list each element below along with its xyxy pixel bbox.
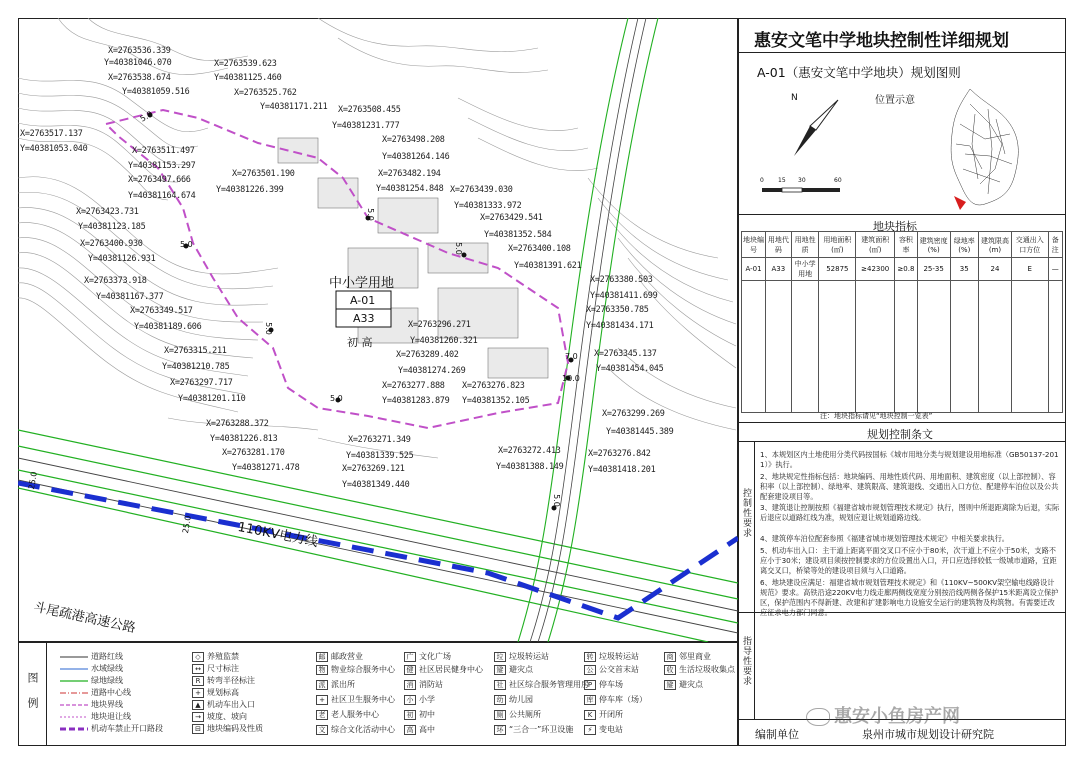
column-header: 备注 — [1048, 232, 1062, 258]
coordinate: Y=40381271.478 — [232, 463, 300, 473]
location-label: 位置示意 — [875, 95, 915, 106]
indicator-table — [741, 231, 1063, 413]
legend-item: 派 派出所 — [316, 679, 355, 690]
coordinate: X=2763511.497 — [132, 146, 195, 156]
legend-item: 文 综合文化活动中心 — [316, 724, 395, 735]
parking-icon: P — [584, 680, 596, 690]
coordinate: Y=40381125.460 — [214, 73, 282, 83]
coordinate: Y=40381046.070 — [104, 58, 172, 68]
legend-item: ◇ 养殖监禁 — [192, 651, 239, 662]
legend-item: 高 高中 — [404, 724, 435, 735]
property-service-icon: 物 — [316, 665, 328, 675]
rules-heading: 规划控制条文 — [867, 428, 933, 441]
table-cell: 25-35 — [917, 258, 950, 281]
guidance-requirement-label: 指导性要求 — [741, 636, 751, 686]
column-header: 建筑限高(m) — [978, 232, 1011, 258]
elevation-icon: + — [192, 688, 204, 698]
table-cell: 24 — [978, 258, 1011, 281]
garage-icon: 库 — [584, 695, 596, 705]
garbage-icon: 垃 — [494, 652, 506, 662]
legend-item: 老 老人服务中心 — [316, 709, 379, 720]
rule-paragraph: 5、机动车出入口：主干道上距离平面交叉口不应小于80米，次干道上不应小于50米，支路不应小于30米；建设项目须按控制要求的方位设置出入口，开口应选择较低一级城市道路，宜距离交叉口，桥梁等处的建设项目须与入口道路。 — [760, 546, 1057, 575]
legend-item: 幼 幼儿园 — [494, 694, 533, 705]
parcel-code: A-01 — [350, 294, 376, 307]
legend-item: P 停车场 — [584, 679, 623, 690]
title-divider — [738, 52, 1066, 53]
indicators-top-rule — [738, 214, 1066, 215]
coordinate: Y=40381153.297 — [128, 161, 196, 171]
table-cell: A-01 — [742, 258, 766, 281]
coordinate: X=2763539.623 — [214, 59, 277, 69]
shelter-icon: 避 — [494, 665, 506, 675]
shelter-point-icon: 避 — [664, 680, 676, 690]
coordinate: X=2763400.930 — [80, 239, 143, 249]
scale-tick: 60 — [834, 177, 842, 184]
setback-label: 10.0 — [562, 374, 580, 383]
table-cell: 中小学用地 — [791, 258, 819, 281]
legend-item: 社 社区综合服务管理用房 — [494, 679, 589, 690]
legend-item: ⊟ 地块编码及性质 — [192, 723, 263, 734]
scale-bar — [762, 186, 842, 194]
coordinate: X=2763276.823 — [462, 381, 525, 391]
community-icon: 社 — [494, 680, 506, 690]
column-header: 用地性质 — [791, 232, 819, 258]
coordinate: Y=40381418.201 — [588, 465, 656, 475]
switch-station-icon: K — [584, 710, 596, 720]
plaza-icon: 广 — [404, 652, 416, 662]
legend-divider — [46, 642, 47, 746]
table-cell: E — [1011, 258, 1048, 281]
legend-item: 环 “三合一”环卫设施 — [494, 724, 573, 735]
table-cell: ≥0.8 — [895, 258, 918, 281]
dimension-icon: ↔ — [192, 664, 204, 674]
indicators-note: 注：地块指标请见“地块控制一览表” — [820, 412, 933, 420]
coordinate: Y=40381164.674 — [128, 191, 196, 201]
legend-item: 避 避灾点 — [494, 664, 533, 675]
legend-item: 厕 公共厕所 — [494, 709, 541, 720]
coordinate: X=2763269.121 — [342, 464, 405, 474]
setback-label: 25.0 — [180, 514, 193, 535]
coordinate: Y=40381264.146 — [382, 152, 450, 162]
coordinate: Y=40381349.440 — [342, 480, 410, 490]
table-cell: A33 — [765, 258, 791, 281]
table-cell: — — [1048, 258, 1062, 281]
setback-label: 5.0 — [453, 242, 463, 255]
unit-label: 编制单位 — [755, 728, 799, 741]
coordinate: X=2763288.372 — [206, 419, 269, 429]
legend-item: + 社区卫生服务中心 — [316, 694, 395, 705]
coordinate: Y=40381201.110 — [178, 394, 246, 404]
legend-item: 消 消防站 — [404, 679, 443, 690]
sheet-subtitle: A-01（惠安文笔中学地块）规划图则 — [757, 65, 961, 80]
table-row — [742, 258, 1063, 281]
legend-item: ⚡ 变电站 — [584, 724, 623, 735]
table-header-row — [742, 232, 1063, 258]
school-type: 初 高 — [347, 336, 373, 349]
column-header: 用地面积(㎡) — [819, 232, 856, 258]
setback-label: 5.0 — [138, 109, 155, 124]
setback-label: 5.0 — [365, 208, 375, 221]
rule-paragraph: 2、地块规定性指标包括：地块编码、用地性质代码、用地面积、建筑密度（以上部控制）、容积率（以上部控制）、绿地率、建筑限高、建筑退线、交通出入口方位、配建停车泊位以及公共配套建设项目等。 — [760, 472, 1059, 501]
coordinate: Y=40381352.584 — [484, 230, 552, 240]
coordinate: Y=40381226.813 — [210, 434, 278, 444]
coordinate: Y=40381226.399 — [216, 185, 284, 195]
parcel-code-icon: ⊟ — [192, 724, 204, 734]
fitness-icon: 健 — [404, 665, 416, 675]
legend-item: K 开闭所 — [584, 709, 623, 720]
legend-item: 道路中心线 — [91, 688, 131, 697]
legend-item: 广 文化广场 — [404, 651, 451, 662]
coordinate: Y=40381210.785 — [162, 362, 230, 372]
setback-label: 5.0 — [551, 494, 561, 507]
coordinate: Y=40381059.516 — [122, 87, 190, 97]
toilet-icon: 厕 — [494, 710, 506, 720]
legend-item: 邮 邮政营业 — [316, 651, 363, 662]
column-header: 绿地率(%) — [950, 232, 978, 258]
power-line-label: 110KV电力线 — [236, 519, 319, 551]
coordinate: X=2763296.271 — [408, 320, 471, 330]
coordinate: X=2763315.211 — [164, 346, 227, 356]
coordinate: Y=40381388.149 — [496, 462, 564, 472]
legend-item: 水域绿线 — [91, 664, 123, 673]
elderly-icon: 老 — [316, 710, 328, 720]
setback-label: 5.0 — [263, 322, 273, 335]
rules-top-rule — [738, 422, 1066, 423]
coordinate: Y=40381333.972 — [454, 201, 522, 211]
primary-school-icon: 小 — [404, 695, 416, 705]
highway-label: 斗尾疏港高速公路 — [32, 599, 137, 637]
table-cell: 52875 — [819, 258, 856, 281]
coordinate: Y=40381352.105 — [462, 396, 530, 406]
coordinate: X=2763525.762 — [234, 88, 297, 98]
substation-icon: ⚡ — [584, 725, 596, 735]
legend-item: 初 初中 — [404, 709, 435, 720]
radius-icon: R — [192, 676, 204, 686]
column-header: 容积率 — [895, 232, 918, 258]
slope-icon: → — [192, 712, 204, 722]
coordinate: X=2763289.402 — [396, 350, 459, 360]
sanitation-icon: 环 — [494, 725, 506, 735]
coordinate: X=2763538.674 — [108, 73, 171, 83]
coordinate: X=2763498.208 — [382, 135, 445, 145]
legend-item: 物 物业综合服务中心 — [316, 664, 395, 675]
coordinate: X=2763272.413 — [498, 446, 561, 456]
scale-tick: 30 — [798, 177, 806, 184]
legend-item: 库 停车库（场） — [584, 694, 647, 705]
column-header: 交通出入口方位 — [1011, 232, 1048, 258]
coordinate: X=2763380.503 — [590, 275, 653, 285]
legend-item: 健 社区居民健身中心 — [404, 664, 483, 675]
table-cell: ≥42300 — [856, 258, 895, 281]
coordinate: Y=40381053.040 — [20, 144, 88, 154]
fish-logo-icon — [806, 708, 830, 726]
coordinate: X=2763482.194 — [378, 169, 441, 179]
fire-station-icon: 消 — [404, 680, 416, 690]
coordinate: X=2763423.731 — [76, 207, 139, 217]
legend-item: → 坡度、坡向 — [192, 711, 247, 722]
indicators-heading: 地块指标 — [873, 220, 917, 233]
land-use-label: 中小学用地 — [329, 276, 395, 291]
coordinate: Y=40381283.879 — [382, 396, 450, 406]
rule-paragraph: 6、地块建设应满足：福建省城市规划管理技术规定》和《110KV~500KV架空输电线路设计规范》要求。高铁沿途220KV电力线走廊两侧线宽度分别按沿线两侧各保护15米距离设立保护区，保护范围内不得新建、改建和扩建影响电力设施安全运行的建筑物及构筑物。有需要迁改应征求电力部门同意。 — [760, 578, 1059, 617]
land-code: A33 — [353, 312, 375, 325]
coordinate: X=2763501.190 — [232, 169, 295, 179]
column-header: 建筑密度(%) — [917, 232, 950, 258]
coordinate: X=2763271.349 — [348, 435, 411, 445]
watermark: 惠安小鱼房产网 — [806, 702, 960, 728]
high-school-icon: 高 — [404, 725, 416, 735]
column-header: 地块编号 — [742, 232, 766, 258]
shop-icon: 商 — [664, 652, 676, 662]
setback-label: 5.0 — [180, 240, 193, 249]
scale-tick: 0 — [760, 177, 764, 184]
north-label: N — [791, 93, 798, 103]
coordinate: X=2763429.541 — [480, 213, 543, 223]
coordinate: X=2763299.269 — [602, 409, 665, 419]
coordinate: X=2763508.455 — [338, 105, 401, 115]
contour-lines — [18, 18, 736, 458]
police-icon: 派 — [316, 680, 328, 690]
power-line — [18, 483, 738, 618]
symbol-icon: ◇ — [192, 652, 204, 662]
coordinate: X=2763400.108 — [508, 244, 571, 254]
coordinate: Y=40381123.185 — [78, 222, 146, 232]
coordinate: Y=40381274.269 — [398, 366, 466, 376]
legend-item: 避 避灾点 — [664, 679, 703, 690]
rule-paragraph: 3、建筑退让控制按照《福建省城市规划管理技术规定》执行，图则中所退距离除为后退，实际后退应以道路红线为准，规划应退让规划道路边线。 — [760, 503, 1060, 522]
coordinate: X=2763281.170 — [222, 448, 285, 458]
location-map — [930, 84, 1030, 214]
legend-item: 收 生活垃圾收集点 — [664, 664, 735, 675]
legend-item: ▲ 机动车出入口 — [192, 699, 255, 710]
coordinate: X=2763297.717 — [170, 378, 233, 388]
coordinate: X=2763497.666 — [128, 175, 191, 185]
bus-terminal-icon: 公 — [584, 665, 596, 675]
coordinate: X=2763517.137 — [20, 129, 83, 139]
legend-item: 地块界线 — [91, 700, 123, 709]
coordinate: X=2763276.842 — [588, 449, 651, 459]
column-header: 建筑面积(㎡) — [856, 232, 895, 258]
legend-item: 地块退让线 — [91, 712, 131, 721]
rule-paragraph: 1、本规划区内土地使用分类代码按国标《城市用地分类与规划建设用地标准（GB50137-2011）》执行。 — [760, 450, 1059, 469]
coordinate: Y=40381411.699 — [590, 291, 658, 301]
post-icon: 邮 — [316, 652, 328, 662]
legend-item: 公 公交首末站 — [584, 664, 639, 675]
legend-item: R 转弯半径标注 — [192, 675, 255, 686]
coordinate: Y=40381254.848 — [376, 184, 444, 194]
coordinate: Y=40381189.606 — [134, 322, 202, 332]
legend-item: 垃 垃圾转运站 — [494, 651, 549, 662]
rules-side-divider — [754, 441, 755, 719]
coordinate: X=2763345.137 — [594, 349, 657, 359]
scale-tick: 15 — [778, 177, 786, 184]
legend-item: 商 邻里商业 — [664, 651, 711, 662]
coordinate: Y=40381260.321 — [410, 336, 478, 346]
coordinate: Y=40381171.211 — [260, 102, 328, 112]
legend-item: 机动车禁止开口路段 — [91, 724, 163, 733]
sheet-title: 惠安文笔中学地块控制性详细规划 — [754, 31, 1009, 51]
coordinate: Y=40381445.389 — [606, 427, 674, 437]
coordinate: X=2763373.918 — [84, 276, 147, 286]
coordinate: X=2763536.339 — [108, 46, 171, 56]
coordinate: Y=40381126.931 — [88, 254, 156, 264]
unit-name: 泉州市城市规划设计研究院 — [862, 728, 994, 741]
coordinate: Y=40381434.171 — [586, 321, 654, 331]
setback-label: 5.0 — [330, 394, 343, 403]
coordinate: X=2763439.030 — [450, 185, 513, 195]
legend-item: 小 小学 — [404, 694, 435, 705]
transfer-station-icon: 转 — [584, 652, 596, 662]
middle-school-icon: 初 — [404, 710, 416, 720]
table-row — [742, 281, 1063, 413]
legend-item: + 规划标高 — [192, 687, 239, 698]
control-requirement-label: 控制性要求 — [741, 488, 751, 538]
legend-item: ↔ 尺寸标注 — [192, 663, 239, 674]
kindergarten-icon: 幼 — [494, 695, 506, 705]
column-header: 用地代码 — [765, 232, 791, 258]
legend-item: 转 垃圾转运站 — [584, 651, 639, 662]
setback-label: 7.0 — [565, 352, 578, 361]
coordinate: X=2763350.785 — [586, 305, 649, 315]
coordinate: X=2763349.517 — [130, 306, 193, 316]
setback-label: 25.0 — [26, 470, 39, 491]
garbage-point-icon: 收 — [664, 665, 676, 675]
north-arrow-icon — [786, 96, 846, 160]
coordinate: Y=40381167.377 — [96, 292, 164, 302]
coordinate: Y=40381454.045 — [596, 364, 664, 374]
entrance-icon: ▲ — [192, 700, 204, 710]
clinic-icon: + — [316, 695, 328, 705]
rules-heading-rule — [738, 441, 1066, 442]
coordinate: Y=40381391.621 — [514, 261, 582, 271]
coordinate: Y=40381231.777 — [332, 121, 400, 131]
culture-icon: 文 — [316, 725, 328, 735]
rule-paragraph: 4、建筑停车泊位配套参照《福建省城市规划管理技术规定》中相关要求执行。 — [760, 534, 1009, 543]
legend-item: 绿地绿线 — [91, 676, 123, 685]
legend-item: 道路红线 — [91, 652, 123, 661]
coordinate: Y=40381339.525 — [346, 451, 414, 461]
legend-heading: 图例 — [26, 672, 39, 722]
table-cell: 35 — [950, 258, 978, 281]
coordinate: X=2763277.888 — [382, 381, 445, 391]
